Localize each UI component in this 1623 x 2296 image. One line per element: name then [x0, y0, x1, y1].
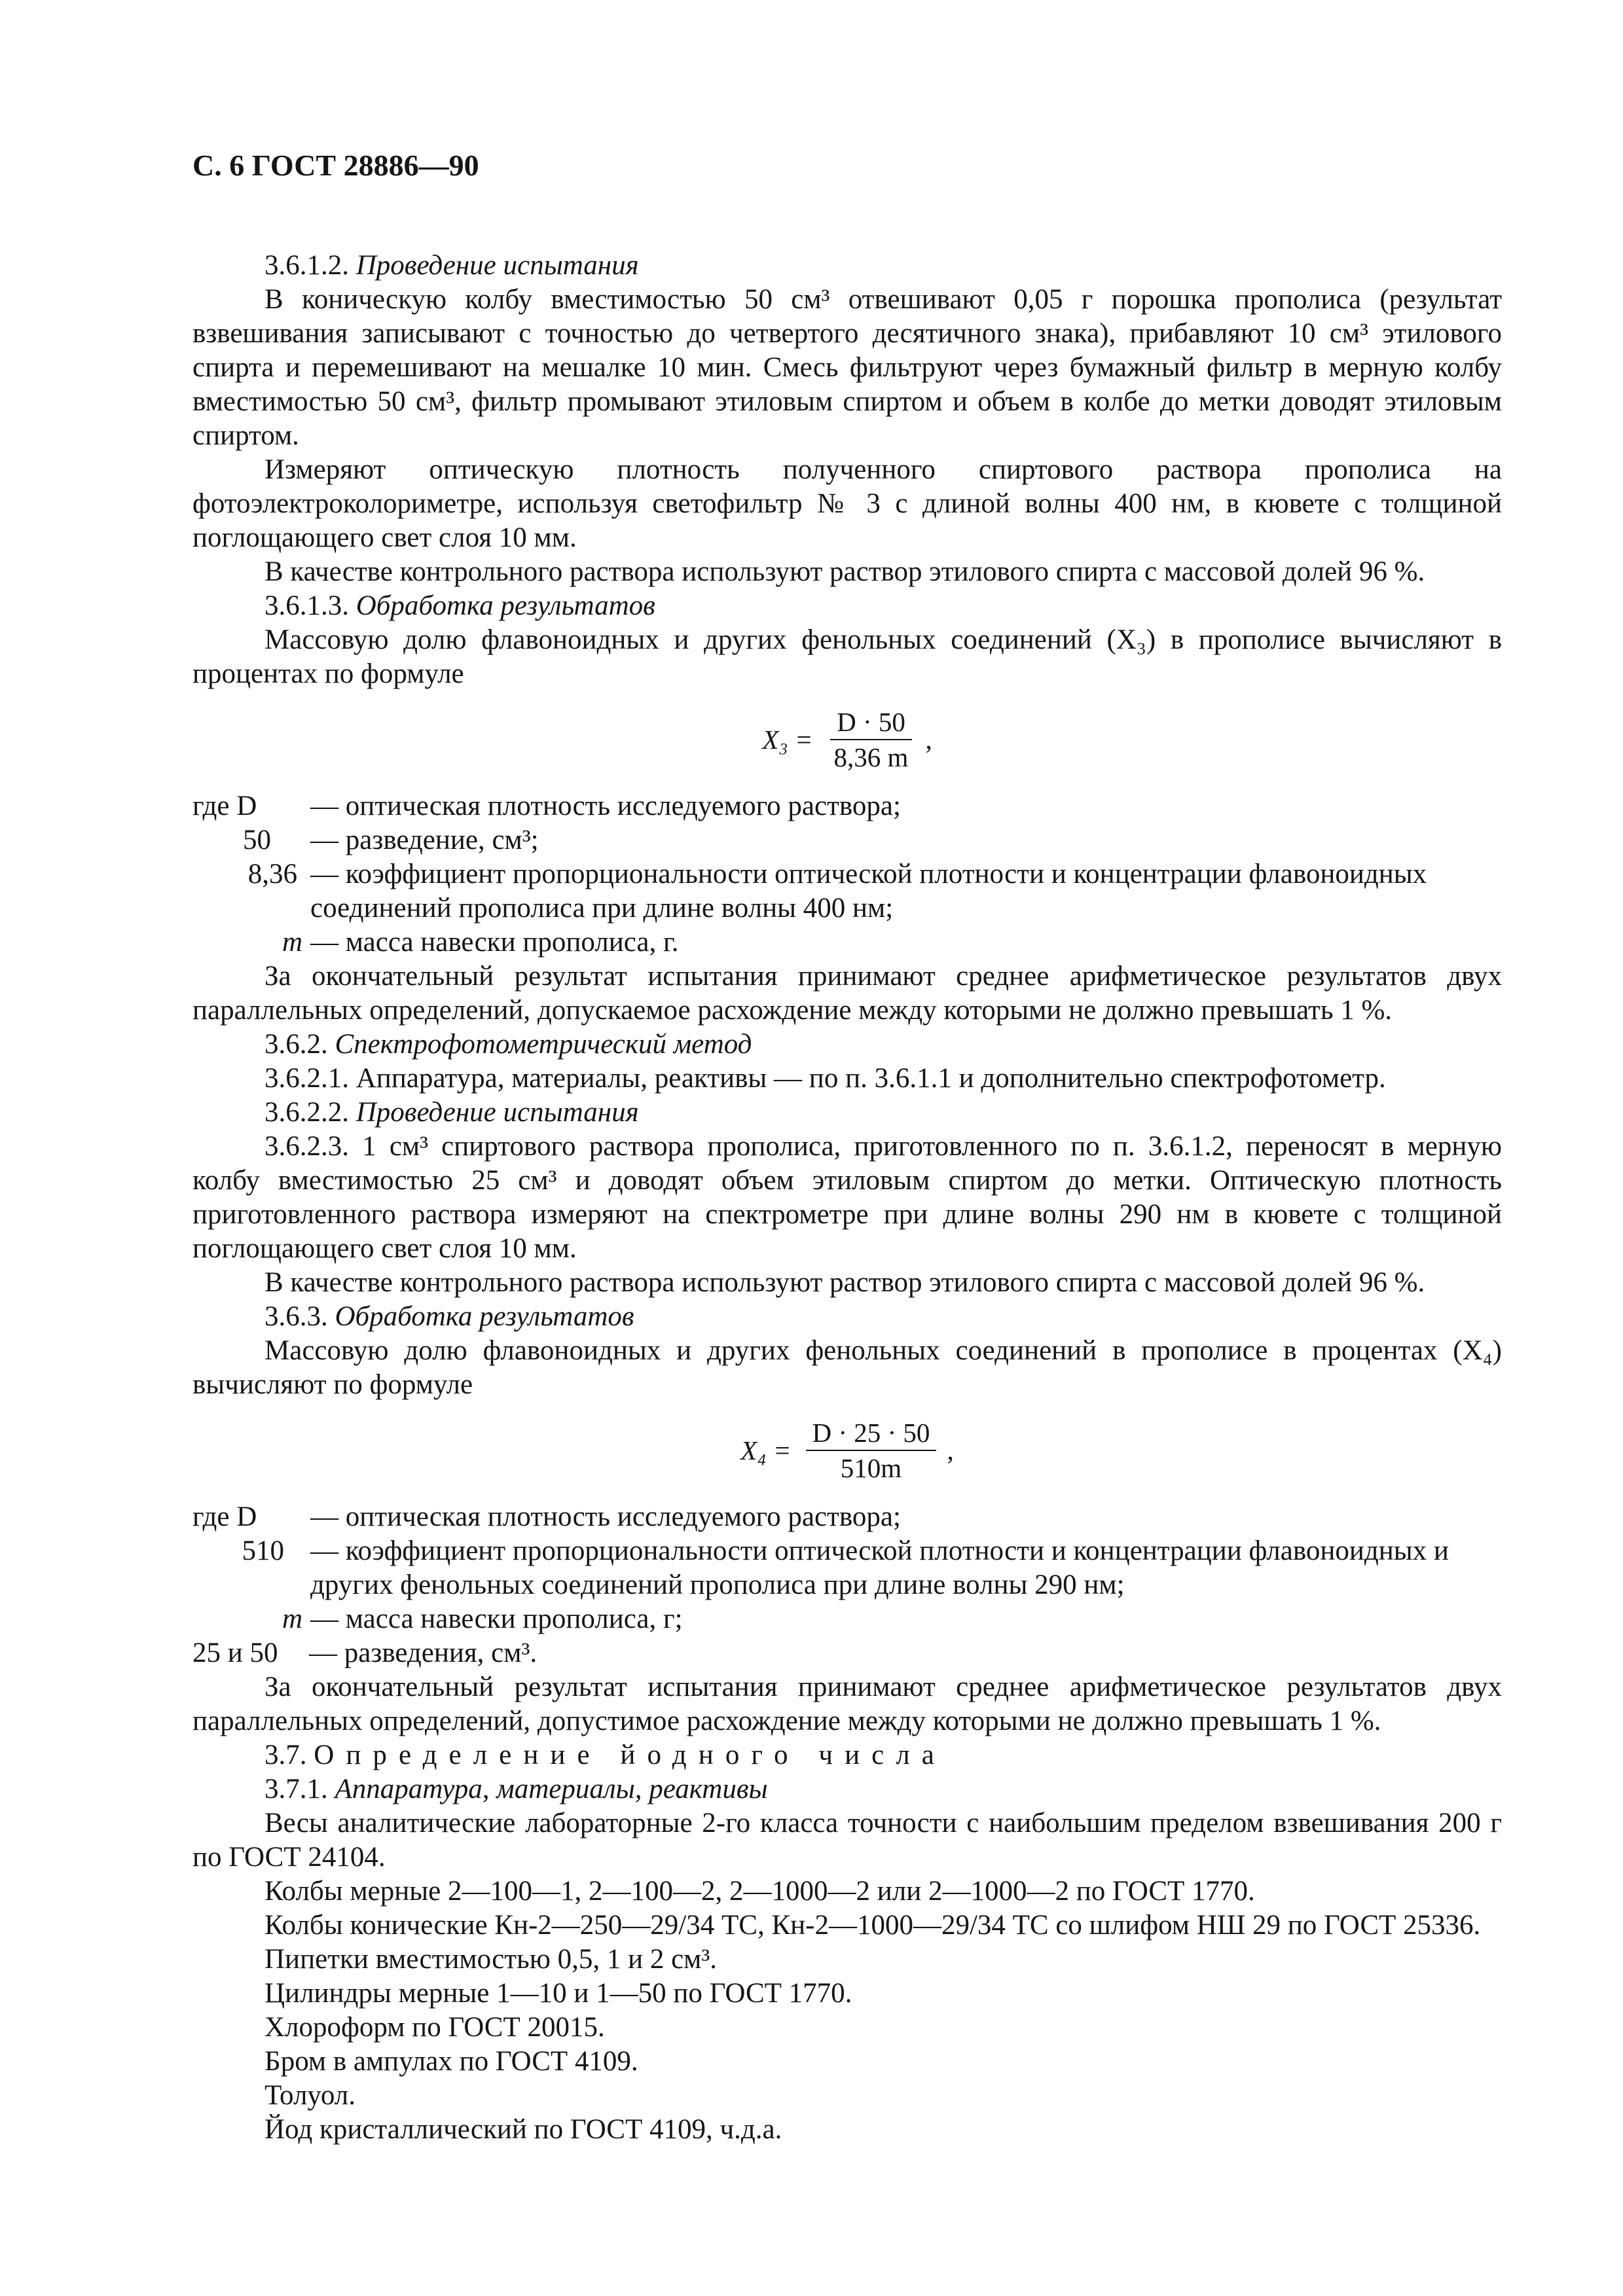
list-item: Колбы конические Кн-2—250—29/34 ТС, Кн-2—1000—29/34 ТС со шлифом НШ 29 по ГОСТ 25336. — [264, 1910, 1481, 1941]
list-item: Толуол. — [264, 2080, 356, 2111]
fraction-numerator: D · 25 · 50 — [806, 1418, 937, 1451]
definition-text: — разведения, см³. — [309, 1638, 538, 1668]
section-3-6-2-2-heading — [192, 1096, 1502, 1130]
paragraph: В качестве контрольного раствора используют раствор этилового спирта с массовой долей 96 %. — [264, 1267, 1425, 1298]
definition-text: — оптическая плотность исследуемого раствора; — [310, 1501, 901, 1532]
paragraph: В качестве контрольного раствора используют раствор этилового спирта с массовой долей 96 %. — [264, 556, 1425, 587]
definition-row — [192, 823, 1502, 857]
section-title: Проведение испытания — [356, 1097, 639, 1128]
paragraph: За окончательный результат испытания принимают среднее арифметическое результатов двух параллельных определений, допустимое расхождение между которыми не должно превышать 1 %. — [192, 1672, 1502, 1736]
formula-tail: , — [947, 1435, 954, 1465]
definition-row — [192, 1636, 1502, 1670]
section-3-6-1-2-heading — [192, 249, 1502, 283]
definition-text: — разведение, см³; — [310, 825, 539, 855]
paragraph: 3.6.2.1. Аппаратура, материалы, реактивы — по п. 3.6.1.1 и дополнительно спектрофотометр. — [264, 1063, 1386, 1094]
section-number: 3.6.3. — [264, 1301, 328, 1332]
definition-row — [192, 1534, 1502, 1602]
definition-text: — коэффициент пропорциональности оптической плотности и концентрации флавоноидных соединений прополиса при длине волны 400 нм; — [310, 859, 1427, 924]
formula-x4 — [192, 1418, 1502, 1483]
page-header: С. 6 ГОСТ 28886—90 — [192, 149, 479, 182]
list-item: Пипетки вместимостью 0,5, 1 и 2 см³. — [264, 1944, 718, 1975]
section-number: 3.6.1.3. — [264, 590, 349, 621]
list-item: Цилиндры мерные 1—10 и 1—50 по ГОСТ 1770. — [264, 1978, 852, 2009]
definition-text: — оптическая плотность исследуемого раствора; — [310, 791, 901, 821]
definition-key: m — [282, 927, 302, 958]
definitions-1 — [192, 789, 1502, 960]
formula-lhs: X₃ = — [762, 725, 813, 755]
list-item: Бром в ампулах по ГОСТ 4109. — [264, 2046, 638, 2077]
definition-key: где D — [192, 1501, 257, 1532]
list-item: Колбы мерные 2—100—1, 2—100—2, 2—1000—2 или 2—1000—2 по ГОСТ 1770. — [264, 1876, 1255, 1907]
fraction-numerator: D · 50 — [830, 707, 912, 740]
section-number: 3.6.2.2. — [264, 1097, 349, 1128]
definition-text: — коэффициент пропорциональности оптической плотности и концентрации флавоноидных и других фенольных соединений прополиса при длине волны 290 нм; — [310, 1535, 1449, 1600]
list-item: Весы аналитические лабораторные 2-го класса точности с наибольшим пределом взвешивания 200 г по ГОСТ 24104. — [192, 1808, 1502, 1873]
section-3-6-3-heading — [192, 1300, 1502, 1334]
paragraph: Массовую долю флавоноидных и других фенольных соединений (X₃) в прополисе вычисляют в процентах по формуле — [192, 624, 1502, 689]
paragraph: В коническую колбу вместимостью 50 см³ отвешивают 0,05 г порошка прополиса (результат взвешивания записывают с точностью до четвертого десятичного знака), прибавляют 10 см³ этилового спирта и перемешивают на мешалке 10 мин. Смесь фильтруют через бумажный фильтр в мерную колбу вместимостью 50 см³, фильтр промывают этиловым спиртом и объем в колбе до метки доводят этиловым спиртом. — [192, 284, 1502, 451]
definition-row — [192, 925, 1502, 960]
section-title: Обработка результатов — [356, 590, 655, 621]
paragraph: Измеряют оптическую плотность полученного спиртового раствора прополиса на фотоэлектроколориметре, используя светофильтр № 3 с длиной волны 400 нм, в кювете с толщиной поглощающего свет слоя 10 мм. — [192, 454, 1502, 553]
fraction — [828, 707, 915, 772]
formula-lhs: X₄ = — [740, 1435, 792, 1465]
definition-key: m — [282, 1604, 302, 1634]
definition-key: где D — [192, 791, 257, 821]
section-title: Спектрофотометрический метод — [335, 1029, 752, 1060]
definition-key: 25 и 50 — [192, 1638, 278, 1668]
definition-key: 8,36 — [247, 859, 297, 889]
document-page — [192, 148, 1502, 2147]
paragraph: За окончательный результат испытания принимают среднее арифметическое результатов двух параллельных определений, допускаемое расхождение между которыми не должно превышать 1 %. — [192, 961, 1502, 1026]
paragraph: Массовую долю флавоноидных и других фенольных соединений в прополисе в процентах (X₄) вычисляют по формуле — [192, 1335, 1502, 1400]
definitions-2 — [192, 1500, 1502, 1670]
section-title: Аппаратура, материалы, реактивы — [335, 1774, 768, 1804]
definition-key: 510 — [242, 1535, 284, 1566]
section-title: Обработка результатов — [335, 1301, 634, 1332]
definition-key: 50 — [243, 825, 271, 855]
section-title: Определение йодного числа — [314, 1740, 946, 1770]
section-3-7-heading — [192, 1738, 1502, 1772]
formula-x3 — [192, 707, 1502, 772]
formula-tail: , — [925, 725, 932, 755]
section-title: Проведение испытания — [356, 250, 639, 281]
definition-text: — масса навески прополиса, г; — [310, 1604, 683, 1634]
section-number: 3.6.2. — [264, 1029, 328, 1060]
definition-row — [192, 857, 1502, 925]
section-3-6-2-heading — [192, 1028, 1502, 1062]
section-number: 3.7. — [264, 1740, 307, 1770]
fraction — [806, 1418, 937, 1483]
equipment-list — [192, 1806, 1502, 2147]
definition-row — [192, 1602, 1502, 1636]
section-number: 3.7.1. — [264, 1774, 328, 1804]
definition-row — [192, 789, 1502, 823]
list-item: Хлороформ по ГОСТ 20015. — [264, 2012, 605, 2043]
section-number: 3.6.1.2. — [264, 250, 349, 281]
definition-text: — масса навески прополиса, г. — [310, 927, 679, 958]
definition-row — [192, 1500, 1502, 1534]
fraction-denominator: 510m — [840, 1453, 902, 1483]
section-3-7-1-heading — [192, 1772, 1502, 1806]
list-item: Йод кристаллический по ГОСТ 4109, ч.д.а. — [264, 2114, 782, 2145]
fraction-denominator: 8,36 m — [833, 742, 909, 772]
paragraph: 3.6.2.3. 1 см³ спиртового раствора прополиса, приготовленного по п. 3.6.1.2, переносят в мерную колбу вместимостью 25 см³ и доводят объем этиловым спиртом до метки. Оптическую плотность приготовленного раствора измеряют на спектрометре при длине волны 290 нм в кювете с толщиной поглощающего свет слоя 10 мм. — [192, 1131, 1502, 1264]
section-3-6-1-3-heading — [192, 589, 1502, 623]
